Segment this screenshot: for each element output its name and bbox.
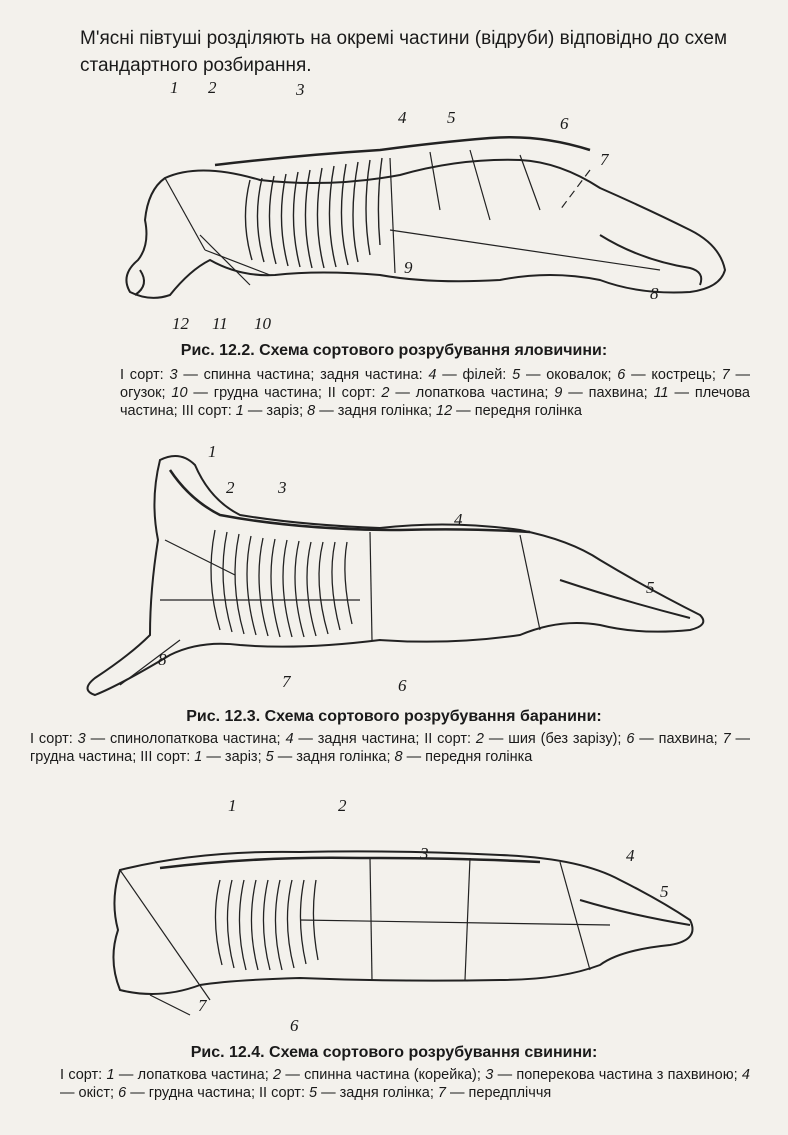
beef-label-1: 1 — [170, 78, 179, 97]
figure-pork — [0, 796, 788, 1135]
intro-paragraph: М'ясні півтуші розділяють на окремі частини (відруби) відповідно до схем стандартного розбирання. — [80, 28, 728, 76]
pork-label-4: 4 — [626, 846, 635, 865]
figure-beef — [0, 70, 788, 450]
pork-label-7: 7 — [198, 996, 207, 1015]
lamb-label-6: 6 — [398, 676, 407, 695]
pork-carcass-diagram — [0, 800, 788, 1030]
beef-label-4: 4 — [398, 108, 407, 127]
beef-caption-title: Рис. 12.2. Схема сортового розрубування яловичини: — [180, 342, 608, 359]
beef-label-9: 9 — [404, 258, 413, 277]
lamb-label-4: 4 — [454, 510, 463, 529]
beef-label-10: 10 — [254, 314, 271, 333]
lamb-caption-legend: I сорт: 3 — спинолопаткова частина; 4 — задня частина; II сорт: 2 — шия (без зарізу); 6 — пахвина; 7 — грудна частина; III сорт: 1 — заріз; 5 — задня голінка; 8 — передня голінка — [30, 731, 751, 765]
beef-label-11: 11 — [212, 314, 228, 333]
beef-label-3: 3 — [296, 80, 305, 99]
pork-label-5: 5 — [660, 882, 669, 901]
lamb-label-2: 2 — [226, 478, 235, 497]
pork-label-2: 2 — [338, 796, 347, 815]
pork-label-1: 1 — [228, 796, 237, 815]
lamb-carcass-diagram — [0, 440, 788, 710]
beef-label-5: 5 — [447, 108, 456, 127]
beef-label-6: 6 — [560, 114, 569, 133]
beef-caption-legend: I сорт: 3 — спинна частина; задня частина: 4 — філей: 5 — оковалок; 6 — кострець; 7 — огузок; 10 — грудна частина; II сорт: 2 — лопаткова частина; 9 — пахвина; 11 — плечова частина; III сорт: 1 — заріз; 8 — задня голінка; 12 — передня голінка — [120, 367, 751, 419]
beef-label-8: 8 — [650, 284, 659, 303]
beef-label-7: 7 — [600, 150, 609, 169]
beef-label-2: 2 — [208, 78, 217, 97]
lamb-label-1: 1 — [208, 442, 217, 461]
lamb-label-3: 3 — [278, 478, 287, 497]
beef-carcass-diagram — [0, 70, 788, 340]
figure-lamb — [0, 440, 788, 770]
pork-caption-legend: I сорт: 1 — лопаткова частина; 2 — спинна частина (корейка); 3 — поперекова частина з пахвиною; 4 — окіст; 6 — грудна частина; II сорт: 5 — задня голінка; 7 — передпліччя — [60, 1067, 750, 1101]
pork-label-6: 6 — [290, 1016, 299, 1035]
lamb-label-8: 8 — [158, 650, 167, 669]
pork-caption-title: Рис. 12.4. Схема сортового розрубування свинини: — [190, 1044, 598, 1061]
lamb-label-7: 7 — [282, 672, 291, 691]
lamb-caption-title: Рис. 12.3. Схема сортового розрубування баранини: — [186, 708, 602, 725]
beef-label-12: 12 — [172, 314, 189, 333]
pork-label-3: 3 — [420, 844, 429, 863]
lamb-label-5: 5 — [646, 578, 655, 597]
